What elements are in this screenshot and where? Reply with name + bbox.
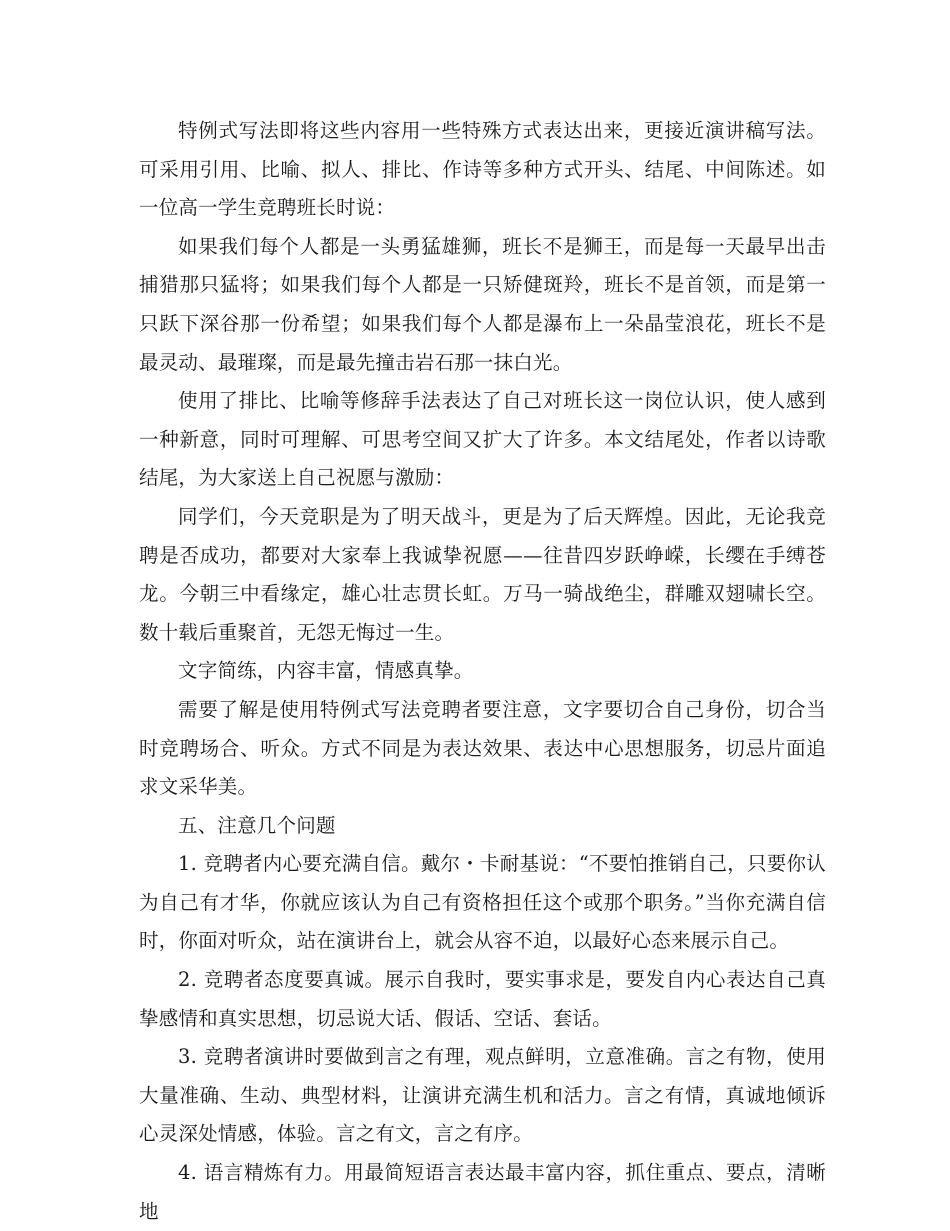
list-item-reasoning: 3. 竞聘者演讲时要做到言之有理，观点鲜明，立意准确。言之有物，使用大量准确、生动、典型材料，让演讲充满生机和活力。言之有情，真诚地倾诉心灵深处情感，体验。言之有文，言之有序。	[139, 1045, 826, 1146]
document-body	[139, 112, 826, 1231]
list-item-sincerity: 2. 竞聘者态度要真诚。展示自我时，要实事求是，要发自内心表达自己真挚感情和真实思想，切忌说大话、假话、空话、套话。	[139, 968, 826, 1030]
paragraph-caution: 需要了解是使用特例式写法竞聘者要注意，文字要切合自己身份，切合当时竞聘场合、听众。方式不同是为表达效果、表达中心思想服务，切忌片面追求文采华美。	[139, 697, 826, 799]
paragraph-summary: 文字简练，内容丰富，情感真挚。	[178, 659, 474, 683]
paragraph-analysis: 使用了排比、比喻等修辞手法表达了自己对班长这一岗位认识，使人感到一种新意，同时可理解、可思考空间又扩大了许多。本文结尾处，作者以诗歌结尾，为大家送上自己祝愿与激励：	[139, 389, 826, 490]
paragraph-intro: 特例式写法即将这些内容用一些特殊方式表达出来，更接近演讲稿写法。可采用引用、比喻、拟人、排比、作诗等多种方式开头、结尾、中间陈述。如一位高一学生竞聘班长时说：	[139, 119, 826, 220]
paragraph-poem-quote: 同学们，今天竞职是为了明天战斗，更是为了后天辉煌。因此，无论我竞聘是否成功，都要对大家奉上我诚挚祝愿——往昔四岁跃峥嵘，长缨在手缚苍龙。今朝三中看缘定，雄心壮志贯长虹。万马一骑战绝尘，群雕双翅啸长空。数十载后重聚首，无怨无悔过一生。	[139, 504, 826, 644]
list-item-confidence: 1. 竞聘者内心要充满自信。戴尔・卡耐基说：“不要怕推销自己，只要你认为自己有才华，你就应该认为自己有资格担任这个或那个职务。”当你充满自信时，你面对听众，站在演讲台上，就会从容不迫，以最好心态来展示自己。	[139, 852, 826, 953]
section-heading: 五、注意几个问题	[178, 813, 336, 837]
paragraph-example-quote: 如果我们每个人都是一头勇猛雄狮，班长不是狮王，而是每一天最早出击捕猎那只猛将；如果我们每个人都是一只矫健斑羚，班长不是首领，而是第一只跃下深谷那一份希望；如果我们每个人都是瀑布上一朵晶莹浪花，班长不是最灵动、最璀璨，而是最先撞击岩石那一抹白光。	[139, 234, 826, 374]
list-item-language: 4. 语言精炼有力。用最简短语言表达最丰富内容，抓住重点、要点，清晰地	[139, 1161, 826, 1223]
